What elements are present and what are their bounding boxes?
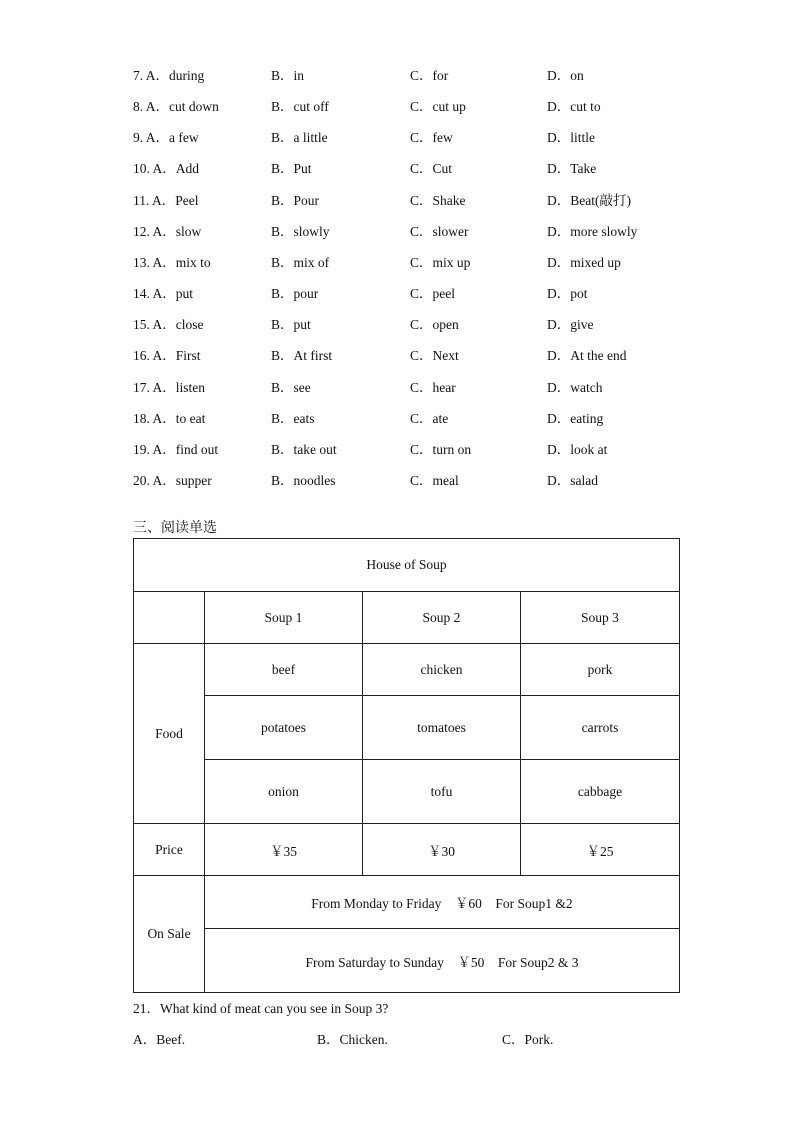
q21-option-b[interactable]: B．Chicken. [317, 1032, 388, 1047]
option-c[interactable]: C．hear [410, 379, 456, 395]
option-c[interactable]: C．cut up [410, 99, 466, 115]
question-21-stem: 21．What kind of meat can you see in Soup 3? [133, 1001, 389, 1016]
option-b[interactable]: B．eats [271, 410, 315, 426]
soup-table [133, 538, 680, 993]
option-a[interactable]: 16. A．First [133, 348, 201, 364]
option-c[interactable]: C．meal [410, 472, 459, 488]
q21-option-a[interactable]: A．Beef. [133, 1032, 186, 1047]
table-cell: beef [205, 644, 363, 696]
option-c[interactable]: C．mix up [410, 254, 471, 270]
option-c[interactable]: C．Next [410, 348, 459, 364]
option-c[interactable]: C．open [410, 317, 459, 333]
table-cell: tomatoes [363, 696, 521, 760]
sale-weekday: From Monday to Friday ￥60 For Soup1 &2 [205, 876, 680, 929]
option-a[interactable]: 18. A．to eat [133, 410, 206, 426]
option-d[interactable]: D．Take [547, 161, 597, 177]
table-corner-cell [134, 592, 205, 644]
option-b[interactable]: B．a little [271, 130, 328, 146]
option-c[interactable]: C．ate [410, 410, 449, 426]
table-cell: cabbage [521, 760, 680, 824]
option-b[interactable]: B．Put [271, 161, 312, 177]
price-cell: ￥30 [363, 824, 521, 876]
option-d[interactable]: D．give [547, 317, 594, 333]
option-d[interactable]: D．more slowly [547, 223, 638, 239]
option-c[interactable]: C．for [410, 68, 449, 83]
table-cell: chicken [363, 644, 521, 696]
option-b[interactable]: B．slowly [271, 223, 330, 239]
option-a[interactable]: 13. A．mix to [133, 254, 211, 270]
table-cell: onion [205, 760, 363, 824]
option-d[interactable]: D．look at [547, 441, 608, 457]
sale-label: On Sale [134, 876, 205, 993]
option-c[interactable]: C．few [410, 130, 453, 146]
option-a[interactable]: 9. A．a few [133, 130, 199, 146]
sale-weekend: From Saturday to Sunday ￥50 For Soup2 & 3 [205, 929, 680, 993]
option-c[interactable]: C．Cut [410, 161, 453, 177]
table-title: House of Soup [134, 539, 680, 592]
option-d[interactable]: D．eating [547, 410, 604, 426]
option-a[interactable]: 14. A．put [133, 286, 194, 302]
option-d[interactable]: D．salad [547, 472, 598, 488]
option-a[interactable]: 15. A．close [133, 317, 204, 333]
option-a[interactable]: 11. A．Peel [133, 192, 199, 208]
option-d[interactable]: D．on [547, 68, 584, 83]
option-b[interactable]: B．pour [271, 286, 319, 302]
table-cell: potatoes [205, 696, 363, 760]
price-cell: ￥35 [205, 824, 363, 876]
option-d[interactable]: D．little [547, 130, 595, 146]
option-c[interactable]: C．turn on [410, 441, 472, 457]
option-a[interactable]: 12. A．slow [133, 223, 202, 239]
option-b[interactable]: B．take out [271, 441, 337, 457]
table-header-soup3: Soup 3 [521, 592, 680, 644]
option-b[interactable]: B．mix of [271, 254, 330, 270]
option-b[interactable]: B．At first [271, 348, 333, 364]
option-d[interactable]: D．cut to [547, 99, 601, 115]
option-a[interactable]: 7. A．during [133, 68, 205, 83]
option-d[interactable]: D．mixed up [547, 254, 621, 270]
option-a[interactable]: 8. A．cut down [133, 99, 219, 115]
option-d[interactable]: D．At the end [547, 348, 627, 364]
option-b[interactable]: B．Pour [271, 192, 320, 208]
option-a[interactable]: 20. A．supper [133, 472, 212, 488]
section-title: 三、阅读单选 [133, 520, 217, 536]
option-a[interactable]: 19. A．find out [133, 441, 219, 457]
q21-option-c[interactable]: C．Pork. [502, 1032, 554, 1047]
option-c[interactable]: C．Shake [410, 192, 466, 208]
option-c[interactable]: C．peel [410, 286, 455, 302]
option-d[interactable]: D．watch [547, 379, 603, 395]
option-b[interactable]: B．noodles [271, 472, 336, 488]
option-a[interactable]: 17. A．listen [133, 379, 206, 395]
option-c[interactable]: C．slower [410, 223, 469, 239]
option-b[interactable]: B．cut off [271, 99, 329, 115]
table-header-soup1: Soup 1 [205, 592, 363, 644]
table-cell: tofu [363, 760, 521, 824]
option-b[interactable]: B．see [271, 379, 311, 395]
option-b[interactable]: B．put [271, 317, 311, 333]
option-b[interactable]: B．in [271, 68, 305, 83]
table-cell: carrots [521, 696, 680, 760]
option-d[interactable]: D．Beat(敲打) [547, 192, 631, 208]
table-cell: pork [521, 644, 680, 696]
option-d[interactable]: D．pot [547, 286, 588, 302]
option-a[interactable]: 10. A．Add [133, 161, 200, 177]
table-header-soup2: Soup 2 [363, 592, 521, 644]
food-label: Food [134, 644, 205, 824]
price-label: Price [134, 824, 205, 876]
price-cell: ￥25 [521, 824, 680, 876]
